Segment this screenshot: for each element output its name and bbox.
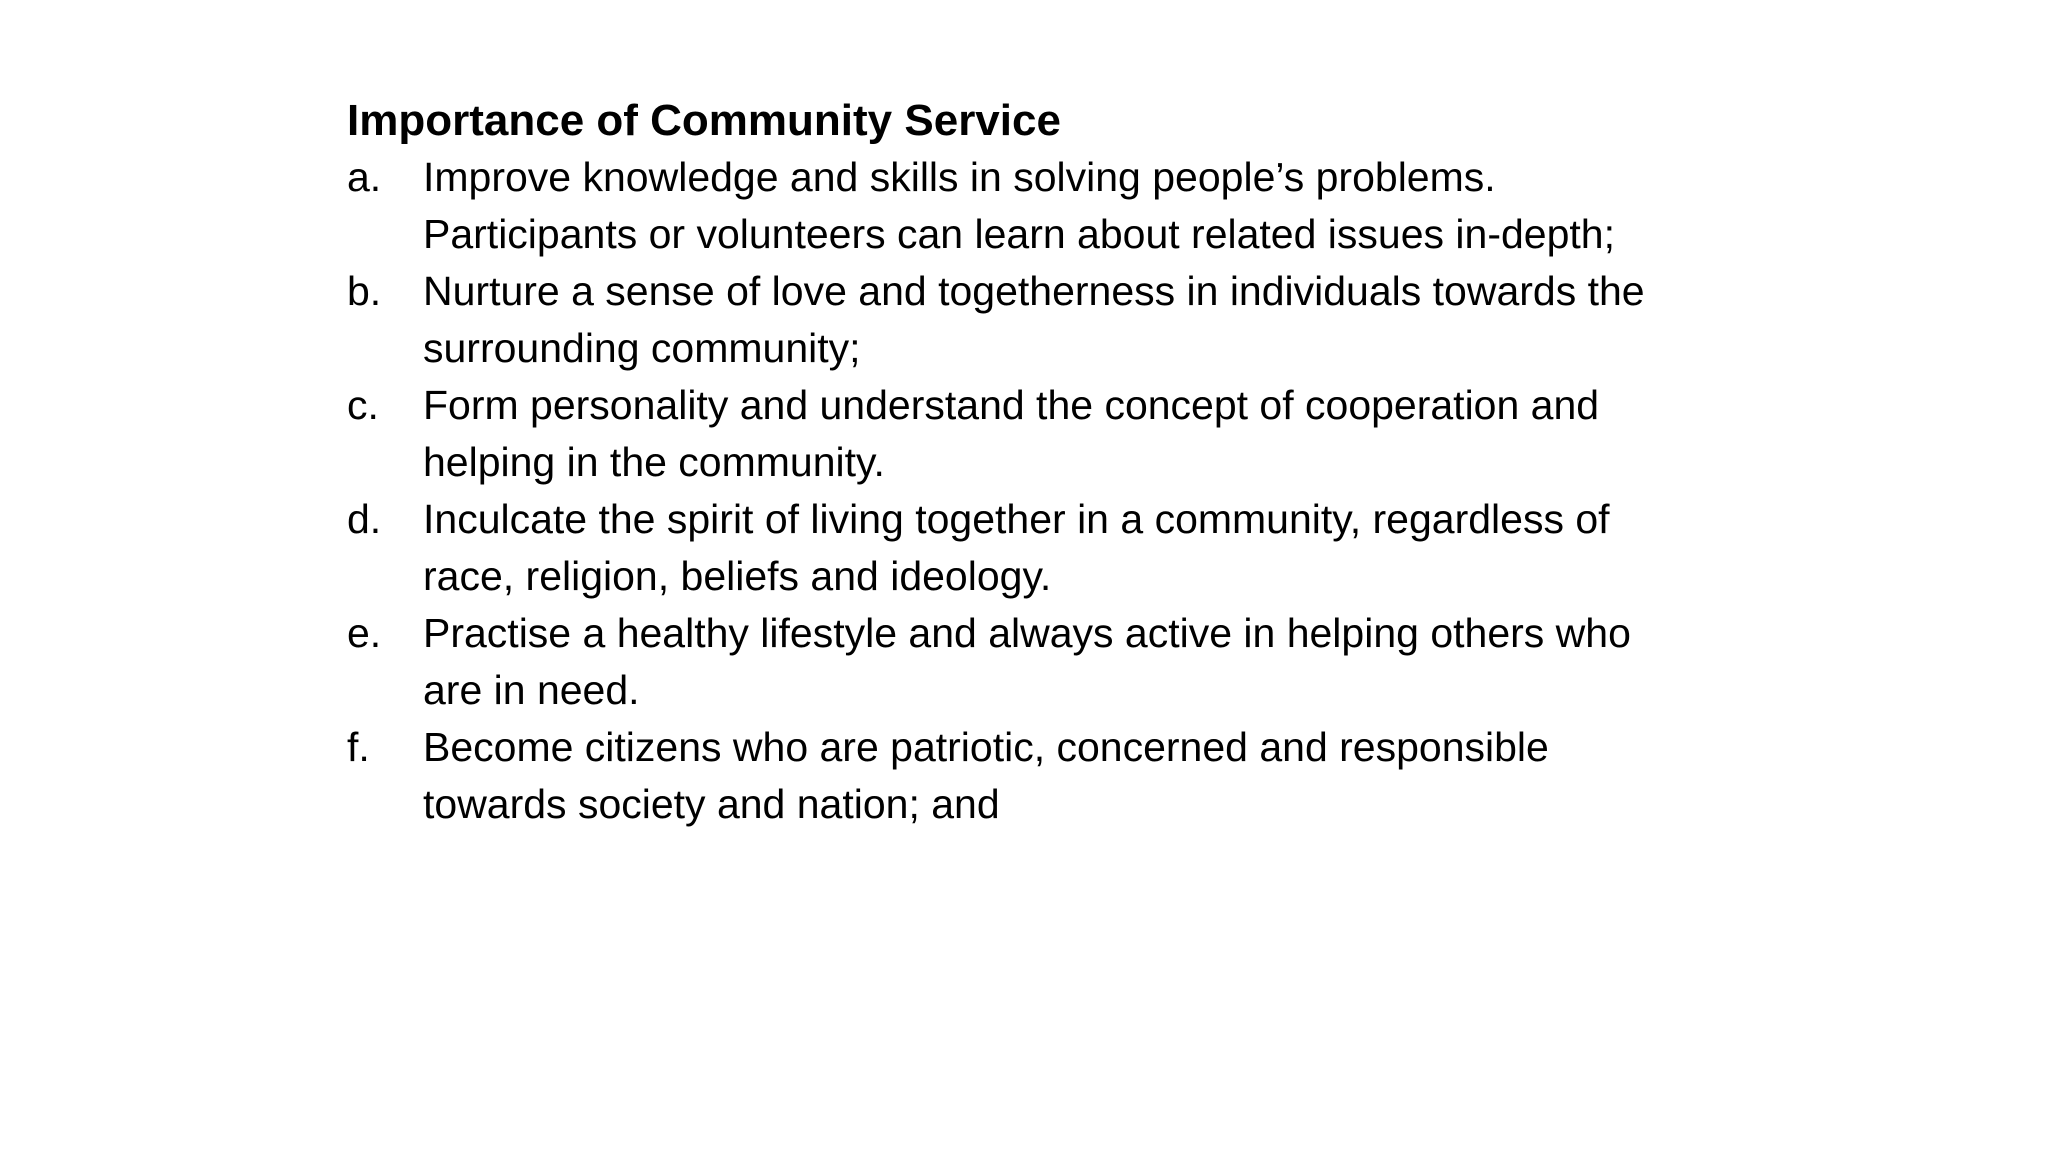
list-item-text: Improve knowledge and skills in solving people’s problems.	[423, 154, 1496, 200]
list-item	[347, 149, 1767, 263]
list-item	[347, 491, 1767, 605]
importance-list	[347, 149, 1767, 833]
list-marker: f.	[347, 724, 370, 770]
list-item-text-continued: are in need.	[423, 667, 640, 713]
list-item-text: Become citizens who are patriotic, concerned and responsible	[423, 724, 1549, 770]
list-item-text: Form personality and understand the concept of cooperation and	[423, 382, 1600, 428]
list-marker: b.	[347, 268, 382, 314]
slide-content	[347, 92, 1767, 833]
list-marker: d.	[347, 496, 382, 542]
list-item-text-continued: Participants or volunteers can learn about related issues in-depth;	[423, 211, 1615, 257]
list-item-text-continued: race, religion, beliefs and ideology.	[423, 553, 1052, 599]
list-item	[347, 719, 1767, 833]
slide-title: Importance of Community Service	[347, 96, 1061, 145]
list-item	[347, 263, 1767, 377]
list-item-text-continued: towards society and nation; and	[423, 781, 1000, 827]
list-marker: e.	[347, 610, 382, 656]
list-item	[347, 605, 1767, 719]
list-item-text-continued: helping in the community.	[423, 439, 885, 485]
list-marker: c.	[347, 382, 379, 428]
list-item-text: Practise a healthy lifestyle and always active in helping others who	[423, 610, 1631, 656]
list-item-text: Inculcate the spirit of living together in a community, regardless of	[423, 496, 1610, 542]
list-item	[347, 377, 1767, 491]
list-item-text-continued: surrounding community;	[423, 325, 861, 371]
list-marker: a.	[347, 154, 382, 200]
list-item-text: Nurture a sense of love and togetherness in individuals towards the	[423, 268, 1645, 314]
